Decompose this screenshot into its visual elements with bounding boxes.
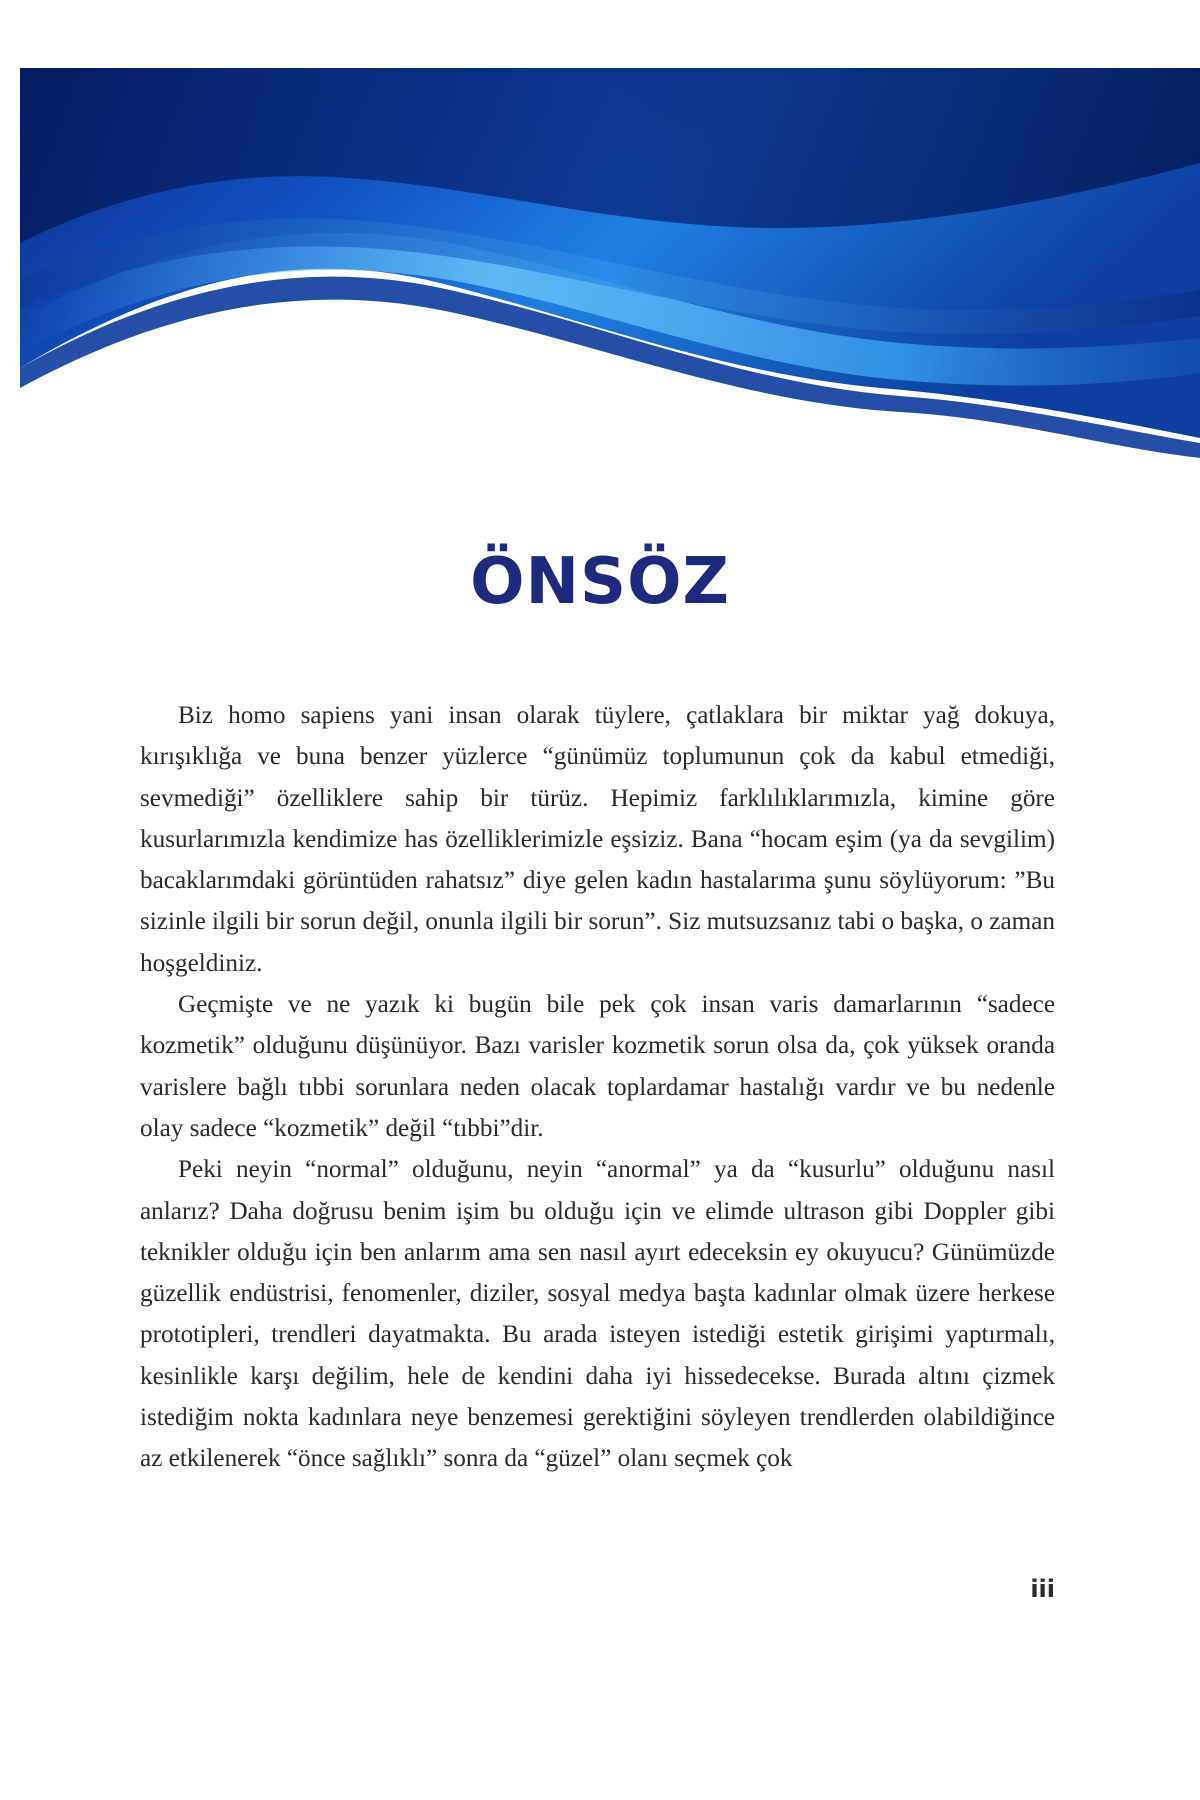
paragraph: Biz homo sapiens yani insan olarak tüylere, çatlaklara bir miktar yağ dokuya, kırışıklığa ve buna benzer yüzlerce “günümüz toplumunun çok da kabul etmediği, sevmediği” özelliklere sahip bir türüz. Hepimiz farklılıklarımızla, kimine göre kusurlarımızla kendimize has özelliklerimizle eşsiziz. Bana “hocam eşim (ya da sevgilim) bacaklarımdaki görüntüden rahatsız” diye gelen kadın hastalarıma şunu söylüyorum: ”Bu sizinle ilgili bir sorun değil, onunla ilgili bir sorun”. Siz mutsuzsanız tabi o başka, o zaman hoşgeldiniz. — [140, 702, 1055, 977]
paragraph: Geçmişte ve ne yazık ki bugün bile pek çok insan varis damarlarının “sadece kozmetik” olduğunu düşünüyor. Bazı varisler kozmetik sorun olsa da, çok yüksek oranda varislere bağlı tıbbi sorunlara neden olacak toplardamar hastalığı vardır ve bu nedenle olay sadece “kozmetik” değil “tıbbi”dir. — [140, 991, 1055, 1142]
preface-body — [140, 695, 1055, 1480]
page-number: iii — [1030, 1575, 1055, 1603]
blue-wave-banner — [20, 68, 1200, 488]
paragraph: Peki neyin “normal” olduğunu, neyin “anormal” ya da “kusurlu” olduğunu nasıl anlarız? Daha doğrusu benim işim bu olduğu için ve elimde ultrason gibi Doppler gibi teknikler olduğu için ben anlarım ama sen nasıl ayırt edeceksin ey okuyucu? Günümüzde güzellik endüstrisi, fenomenler, diziler, sosyal medya başta kadınlar olmak üzere herkese prototipleri, trendleri dayatmakta. Bu arada isteyen istediği estetik girişimi yaptırmalı, kesinlikle karşı değilim, hele de kendini daha iyi hissedecekse. Burada altını çizmek istediğim nokta kadınlara neye benzemesi gerektiğini söyleyen trendlerden olabildiğince az etkilenerek “önce sağlıklı” sonra da “güzel” olanı seçmek çok — [140, 1156, 1055, 1473]
wave-graphic — [20, 68, 1200, 488]
page-title: ÖNSÖZ — [470, 545, 730, 619]
